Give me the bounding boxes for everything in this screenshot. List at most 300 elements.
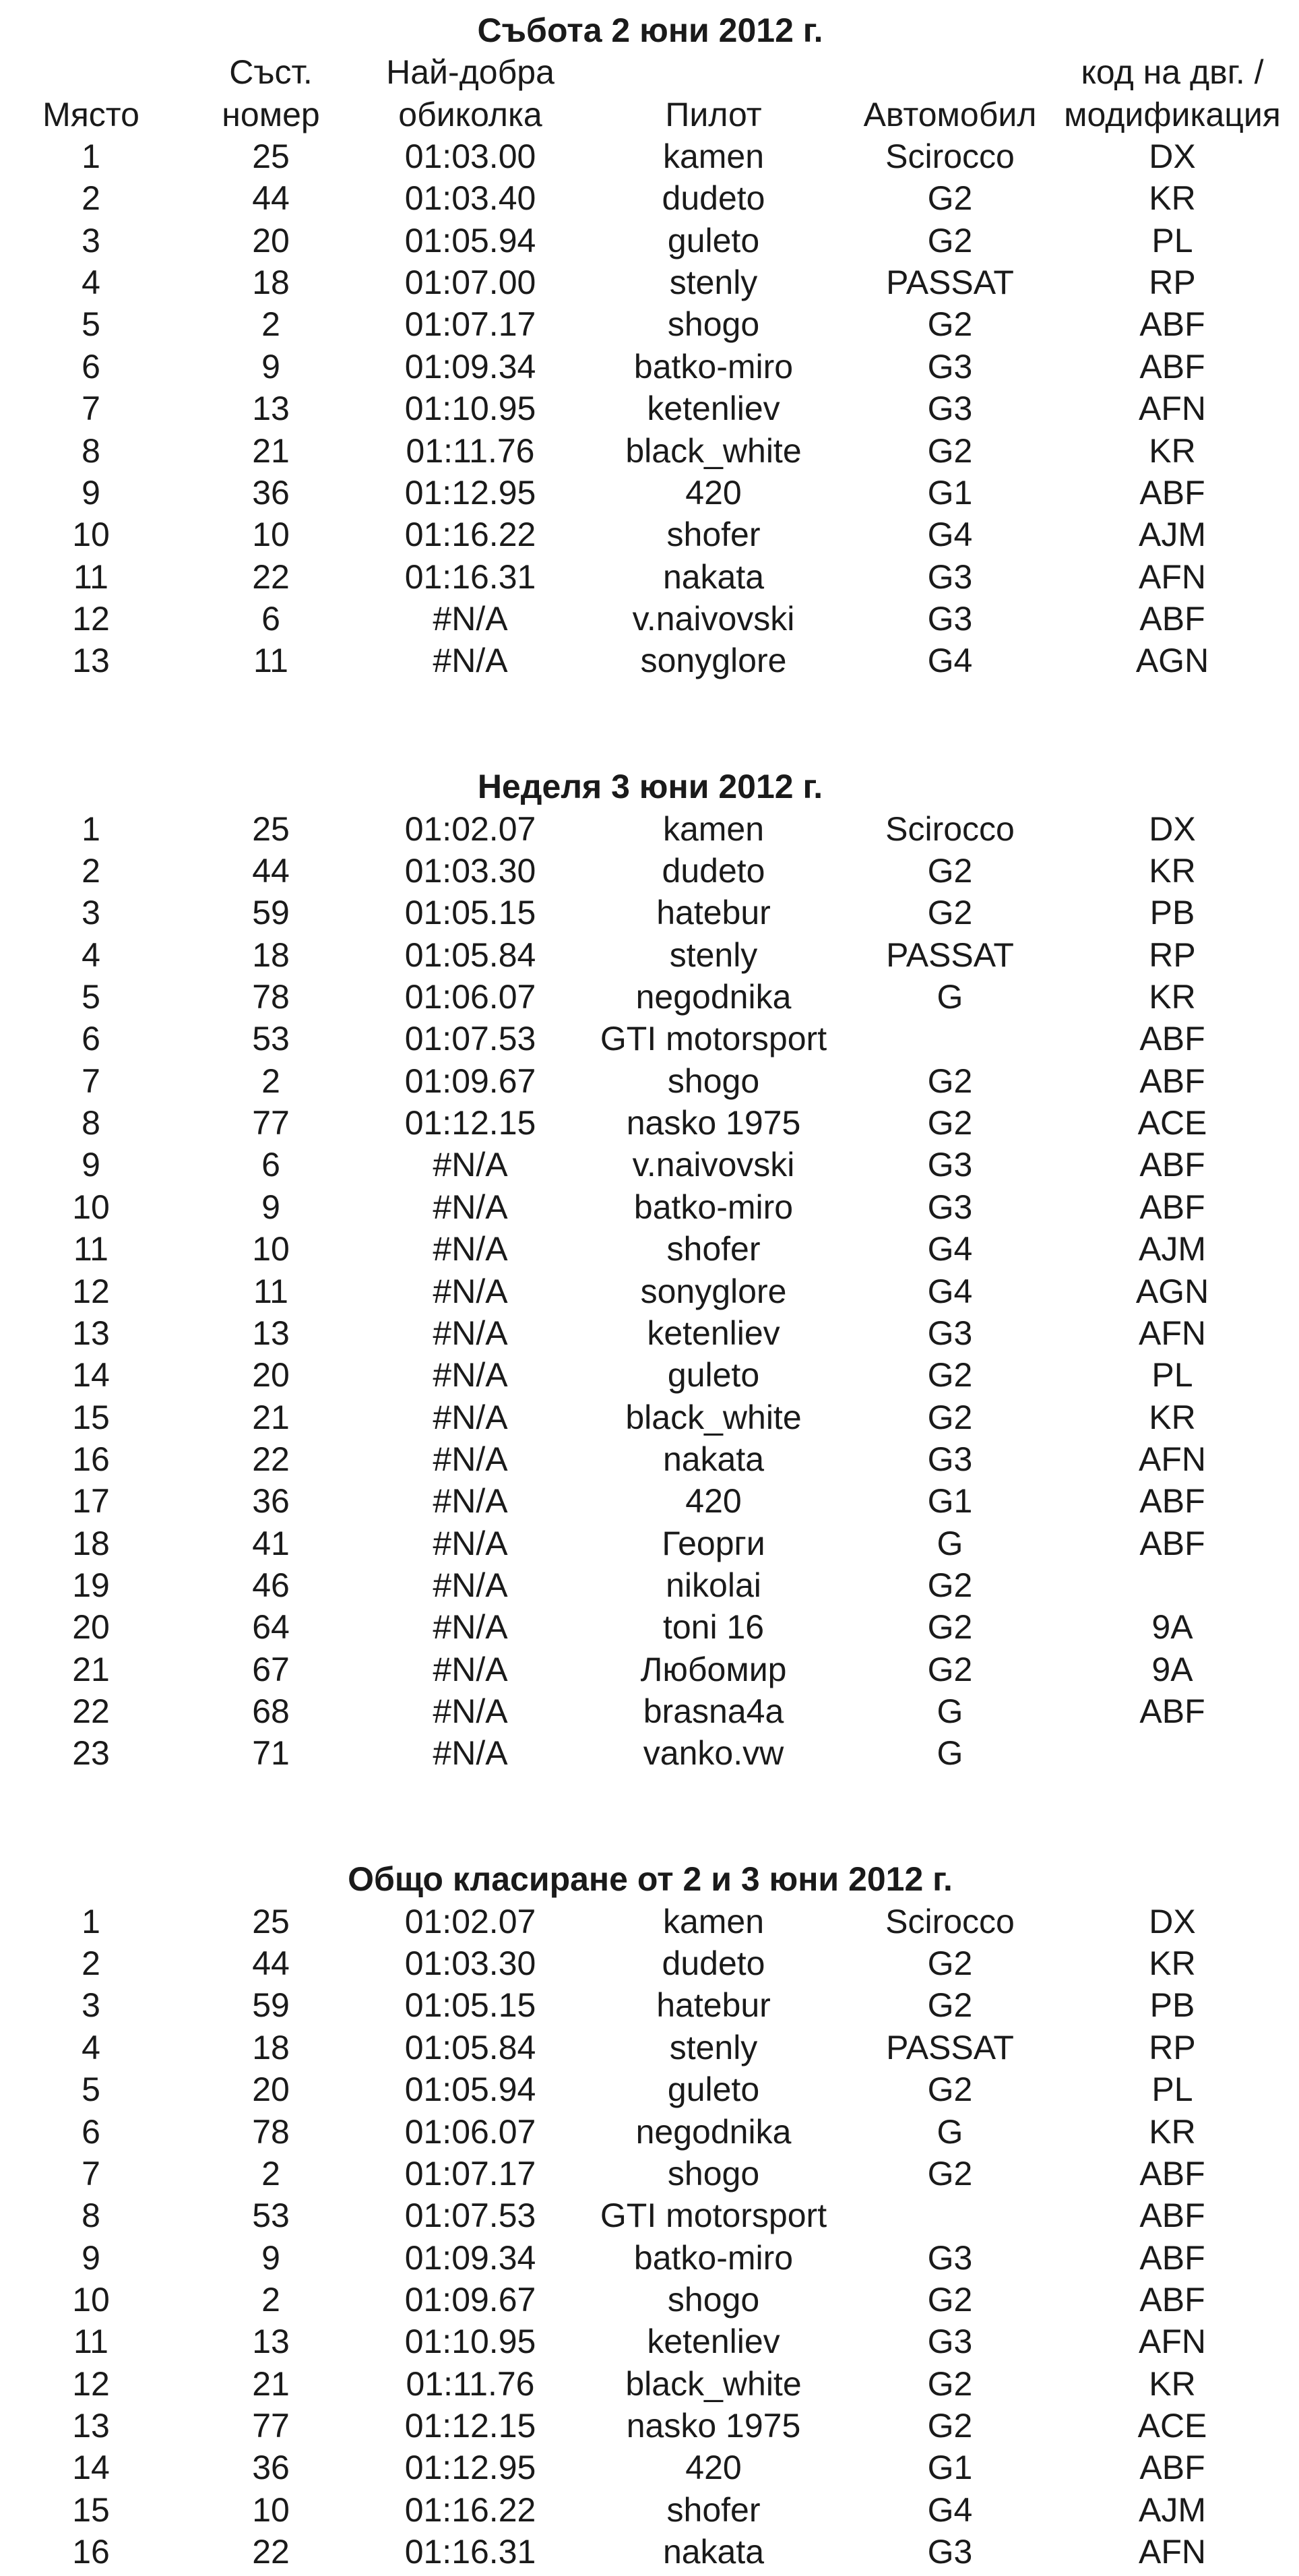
engine-code: ABF xyxy=(1139,1062,1205,1100)
table-row xyxy=(0,1397,1299,1438)
start-number: 11 xyxy=(253,1272,288,1310)
engine-code: 9A xyxy=(1151,1651,1193,1688)
place: 3 xyxy=(82,894,100,931)
table-row xyxy=(0,1228,1299,1270)
engine-code: KR xyxy=(1149,179,1196,217)
car: G3 xyxy=(927,558,973,596)
table-row xyxy=(0,850,1299,892)
place: 19 xyxy=(72,1566,110,1604)
pilot: shofer xyxy=(666,1230,761,1268)
best-lap: 01:03.30 xyxy=(404,852,536,890)
start-number: 36 xyxy=(252,2449,290,2486)
best-lap: #N/A xyxy=(433,1651,508,1688)
start-number: 77 xyxy=(252,2407,290,2445)
engine-code: AFN xyxy=(1139,390,1206,427)
table-row xyxy=(0,346,1299,388)
place: 18 xyxy=(72,1525,110,1562)
place: 1 xyxy=(82,137,100,175)
start-number: 44 xyxy=(252,1944,290,1982)
place: 6 xyxy=(82,348,100,386)
engine-code: PB xyxy=(1149,894,1195,931)
engine-code: 9A xyxy=(1151,1608,1193,1646)
engine-code: PL xyxy=(1151,1356,1193,1394)
best-lap: 01:05.94 xyxy=(404,2071,536,2108)
place: 3 xyxy=(82,1986,100,2024)
start-number: 10 xyxy=(252,2491,290,2529)
best-lap: 01:16.22 xyxy=(404,516,536,553)
start-number: 36 xyxy=(252,474,290,512)
place: 9 xyxy=(82,2239,100,2277)
place: 9 xyxy=(82,1146,100,1184)
pilot: nasko 1975 xyxy=(626,1104,801,1142)
start-number: 64 xyxy=(252,1608,290,1646)
place: 2 xyxy=(82,1944,100,1982)
start-number: 9 xyxy=(261,348,280,386)
place: 10 xyxy=(72,2281,110,2319)
table-row xyxy=(0,1354,1299,1396)
engine-code: RP xyxy=(1149,2029,1196,2066)
table-row xyxy=(0,2153,1299,2195)
place: 6 xyxy=(82,2113,100,2151)
table-row xyxy=(0,1060,1299,1102)
car: G2 xyxy=(927,1062,973,1100)
pilot: sonyglore xyxy=(640,642,787,679)
best-lap: #N/A xyxy=(433,1272,508,1310)
table-row xyxy=(0,1480,1299,1522)
place: 13 xyxy=(72,2407,110,2445)
pilot: negodnika xyxy=(635,2113,792,2151)
start-number: 13 xyxy=(252,390,290,427)
pilot: Георги xyxy=(662,1525,765,1562)
table-row xyxy=(0,2237,1299,2279)
pilot: 420 xyxy=(685,1482,742,1520)
start-number: 71 xyxy=(252,1734,290,1772)
best-lap: 01:12.15 xyxy=(404,1104,536,1142)
pilot: v.naivovski xyxy=(632,600,795,638)
car: PASSAT xyxy=(886,264,1014,301)
table-row xyxy=(0,430,1299,472)
car: G2 xyxy=(927,179,973,217)
place: 10 xyxy=(72,516,110,553)
best-lap: #N/A xyxy=(433,1608,508,1646)
engine-code: ABF xyxy=(1139,1188,1205,1226)
pilot: 420 xyxy=(685,2449,742,2486)
engine-code: AFN xyxy=(1139,2533,1206,2571)
engine-code: RP xyxy=(1149,936,1196,974)
best-lap: 01:09.34 xyxy=(404,2239,536,2277)
engine-code: PB xyxy=(1149,1986,1195,2024)
car: G2 xyxy=(927,894,973,931)
place: 16 xyxy=(72,1440,110,1478)
car: G3 xyxy=(927,600,973,638)
car: G2 xyxy=(927,1651,973,1688)
engine-code: ABF xyxy=(1139,600,1205,638)
best-lap: 01:11.76 xyxy=(406,432,535,470)
best-lap: #N/A xyxy=(433,1314,508,1352)
place: 4 xyxy=(82,936,100,974)
table-row xyxy=(0,2531,1299,2573)
car: G4 xyxy=(927,642,973,679)
car: G3 xyxy=(927,1440,973,1478)
pilot: dudeto xyxy=(662,179,765,217)
pilot: vanko.vw xyxy=(643,1734,784,1772)
engine-code: KR xyxy=(1149,852,1196,890)
place: 12 xyxy=(72,2365,110,2403)
car: G2 xyxy=(927,1399,973,1436)
pilot: guleto xyxy=(667,222,760,259)
best-lap: #N/A xyxy=(433,642,508,679)
column-header-line-1 xyxy=(0,51,1299,93)
pilot: v.naivovski xyxy=(632,1146,795,1184)
table-row xyxy=(0,2279,1299,2321)
car: G2 xyxy=(927,2407,973,2445)
pilot: black_white xyxy=(625,2365,802,2403)
engine-code: RP xyxy=(1149,264,1196,301)
table-row xyxy=(0,808,1299,850)
engine-code: AJM xyxy=(1139,1230,1206,1268)
pilot: dudeto xyxy=(662,1944,765,1982)
table-row xyxy=(0,2489,1299,2531)
car: G2 xyxy=(927,852,973,890)
place: 15 xyxy=(72,1399,110,1436)
place: 14 xyxy=(72,2449,110,2486)
section-title xyxy=(0,766,1299,807)
table-row xyxy=(0,934,1299,976)
pilot: kamen xyxy=(662,137,765,175)
engine-code: DX xyxy=(1149,137,1196,175)
best-lap: 01:09.34 xyxy=(404,348,536,386)
car: G xyxy=(937,1734,963,1772)
car: G xyxy=(937,1692,963,1730)
pilot: shogo xyxy=(667,2155,760,2192)
table-row xyxy=(0,1690,1299,1732)
start-number: 2 xyxy=(261,305,280,343)
engine-code: ABF xyxy=(1139,1482,1205,1520)
table-row xyxy=(0,2068,1299,2110)
start-number: 2 xyxy=(261,2281,280,2319)
start-number: 53 xyxy=(252,1020,290,1057)
engine-code: AFN xyxy=(1139,1440,1206,1478)
table-row xyxy=(0,976,1299,1018)
engine-code: PL xyxy=(1151,222,1193,259)
engine-code: ABF xyxy=(1139,1146,1205,1184)
start-number: 13 xyxy=(252,1314,290,1352)
pilot: nikolai xyxy=(666,1566,761,1604)
table-row xyxy=(0,1438,1299,1480)
place: 2 xyxy=(82,852,100,890)
engine-code: ABF xyxy=(1139,474,1205,512)
place: 16 xyxy=(72,2533,110,2571)
place: 1 xyxy=(82,1903,100,1940)
engine-code: ABF xyxy=(1139,2197,1205,2234)
table-row xyxy=(0,220,1299,262)
best-lap: #N/A xyxy=(433,1566,508,1604)
table-row xyxy=(0,1649,1299,1690)
engine-code: AFN xyxy=(1139,2323,1206,2360)
engine-code: PL xyxy=(1151,2071,1193,2108)
car: G2 xyxy=(927,432,973,470)
pilot: shogo xyxy=(667,2281,760,2319)
place: 10 xyxy=(72,1188,110,1226)
pilot: black_white xyxy=(625,1399,802,1436)
best-lap: 01:05.84 xyxy=(404,2029,536,2066)
start-number: 2 xyxy=(261,2155,280,2192)
place: 5 xyxy=(82,2071,100,2108)
car: G4 xyxy=(927,2491,973,2529)
place: 8 xyxy=(82,1104,100,1142)
place: 11 xyxy=(73,558,108,596)
table-row xyxy=(0,2363,1299,2405)
pilot: hatebur xyxy=(656,894,771,931)
place: 11 xyxy=(73,2323,108,2360)
start-number: 36 xyxy=(252,1482,290,1520)
start-number: 9 xyxy=(261,2239,280,2277)
section-title-text: Общо класиране от 2 и 3 юни 2012 г. xyxy=(348,1860,953,1898)
car: G3 xyxy=(927,1314,973,1352)
start-number: 68 xyxy=(252,1692,290,1730)
best-lap: 01:07.00 xyxy=(404,264,536,301)
pilot: ketenliev xyxy=(647,1314,780,1352)
place: 22 xyxy=(72,1692,110,1730)
section-title-text: Събота 2 юни 2012 г. xyxy=(477,11,823,49)
car: G3 xyxy=(927,2239,973,2277)
pilot: black_white xyxy=(625,432,802,470)
pilot: nasko 1975 xyxy=(626,2407,801,2445)
table-row xyxy=(0,1564,1299,1606)
table-row xyxy=(0,1270,1299,1312)
start-number: 22 xyxy=(252,2533,290,2571)
engine-code: KR xyxy=(1149,978,1196,1016)
table-row xyxy=(0,1606,1299,1648)
place: 21 xyxy=(72,1651,110,1688)
place: 8 xyxy=(82,432,100,470)
header-engine-code: код на двг. / xyxy=(1081,53,1264,91)
car: G2 xyxy=(927,2281,973,2319)
best-lap: 01:07.17 xyxy=(404,305,536,343)
car: G xyxy=(937,2113,963,2151)
table-row xyxy=(0,1942,1299,1984)
pilot: stenly xyxy=(669,936,758,974)
pilot: brasna4a xyxy=(643,1692,784,1730)
engine-code: ABF xyxy=(1139,2239,1205,2277)
place: 3 xyxy=(82,222,100,259)
table-row xyxy=(0,2111,1299,2153)
header-best-lap: Най-добра xyxy=(386,53,555,91)
pilot: kamen xyxy=(662,1903,765,1940)
place: 13 xyxy=(72,642,110,679)
car: G3 xyxy=(927,348,973,386)
best-lap: 01:07.17 xyxy=(404,2155,536,2192)
car: G2 xyxy=(927,305,973,343)
start-number: 77 xyxy=(252,1104,290,1142)
pilot: ketenliev xyxy=(647,2323,780,2360)
start-number: 78 xyxy=(252,2113,290,2151)
start-number: 21 xyxy=(252,432,290,470)
table-row xyxy=(0,1732,1299,1774)
best-lap: 01:06.07 xyxy=(404,2113,536,2151)
start-number: 25 xyxy=(252,810,290,848)
best-lap: #N/A xyxy=(433,1734,508,1772)
best-lap: 01:05.94 xyxy=(404,222,536,259)
place: 7 xyxy=(82,2155,100,2192)
start-number: 22 xyxy=(252,558,290,596)
start-number: 44 xyxy=(252,852,290,890)
car: PASSAT xyxy=(886,936,1014,974)
best-lap: 01:16.31 xyxy=(404,2533,536,2571)
pilot: dudeto xyxy=(662,852,765,890)
car: G xyxy=(937,1525,963,1562)
engine-code: AJM xyxy=(1139,2491,1206,2529)
place: 1 xyxy=(82,810,100,848)
table-row xyxy=(0,1144,1299,1186)
car: G2 xyxy=(927,2365,973,2403)
car: G2 xyxy=(927,1608,973,1646)
start-number: 6 xyxy=(261,600,280,638)
place: 13 xyxy=(72,1314,110,1352)
header-start-number: Съст. xyxy=(229,53,313,91)
best-lap: 01:05.84 xyxy=(404,936,536,974)
pilot: sonyglore xyxy=(640,1272,787,1310)
table-row xyxy=(0,1186,1299,1228)
engine-code: AFN xyxy=(1139,1314,1206,1352)
table-row xyxy=(0,2195,1299,2236)
start-number: 22 xyxy=(252,1440,290,1478)
table-row xyxy=(0,177,1299,219)
best-lap: 01:07.53 xyxy=(404,1020,536,1057)
engine-code: KR xyxy=(1149,1399,1196,1436)
start-number: 25 xyxy=(252,1903,290,1940)
header-car: Автомобил xyxy=(863,96,1037,133)
best-lap: 01:11.76 xyxy=(406,2365,535,2403)
best-lap: 01:16.31 xyxy=(404,558,536,596)
engine-code: ABF xyxy=(1139,2281,1205,2319)
car: G3 xyxy=(927,1146,973,1184)
table-row xyxy=(0,2447,1299,2488)
engine-code: KR xyxy=(1149,2113,1196,2151)
car: G2 xyxy=(927,1566,973,1604)
pilot: guleto xyxy=(667,1356,760,1394)
header-engine-code: модификация xyxy=(1064,96,1281,133)
car: G3 xyxy=(927,2533,973,2571)
best-lap: 01:12.15 xyxy=(404,2407,536,2445)
best-lap: 01:03.30 xyxy=(404,1944,536,1982)
pilot: guleto xyxy=(667,2071,760,2108)
best-lap: 01:03.40 xyxy=(404,179,536,217)
pilot: GTI motorsport xyxy=(600,2197,827,2234)
section-title-text: Неделя 3 юни 2012 г. xyxy=(477,768,823,805)
car: Scirocco xyxy=(885,137,1015,175)
engine-code: DX xyxy=(1149,810,1196,848)
table-row xyxy=(0,1901,1299,1942)
pilot: hatebur xyxy=(656,1986,771,2024)
car: G2 xyxy=(927,1986,973,2024)
car: G1 xyxy=(927,2449,973,2486)
start-number: 21 xyxy=(252,2365,290,2403)
pilot: Любомир xyxy=(640,1651,787,1688)
engine-code: ABF xyxy=(1139,1525,1205,1562)
pilot: GTI motorsport xyxy=(600,1020,827,1057)
best-lap: 01:05.15 xyxy=(404,1986,536,2024)
place: 5 xyxy=(82,305,100,343)
pilot: stenly xyxy=(669,2029,758,2066)
table-row xyxy=(0,262,1299,303)
car: G2 xyxy=(927,1944,973,1982)
table-row xyxy=(0,388,1299,429)
car: Scirocco xyxy=(885,810,1015,848)
table-row xyxy=(0,1984,1299,2026)
best-lap: 01:10.95 xyxy=(404,2323,536,2360)
header-start-number: номер xyxy=(222,96,320,133)
engine-code: ACE xyxy=(1137,1104,1207,1142)
engine-code: KR xyxy=(1149,1944,1196,1982)
car: Scirocco xyxy=(885,1903,1015,1940)
table-row xyxy=(0,303,1299,345)
start-number: 20 xyxy=(252,2071,290,2108)
table-row xyxy=(0,556,1299,598)
pilot: shofer xyxy=(666,516,761,553)
engine-code: KR xyxy=(1149,2365,1196,2403)
start-number: 18 xyxy=(252,264,290,301)
pilot: shogo xyxy=(667,305,760,343)
car: G2 xyxy=(927,2155,973,2192)
pilot: shogo xyxy=(667,1062,760,1100)
table-row xyxy=(0,514,1299,555)
start-number: 10 xyxy=(252,1230,290,1268)
start-number: 2 xyxy=(261,1062,280,1100)
start-number: 11 xyxy=(253,642,288,679)
place: 4 xyxy=(82,264,100,301)
car: PASSAT xyxy=(886,2029,1014,2066)
pilot: nakata xyxy=(662,1440,765,1478)
car: G3 xyxy=(927,1188,973,1226)
pilot: kamen xyxy=(662,810,765,848)
table-row xyxy=(0,1102,1299,1144)
place: 4 xyxy=(82,2029,100,2066)
place: 11 xyxy=(73,1230,108,1268)
start-number: 18 xyxy=(252,936,290,974)
start-number: 9 xyxy=(261,1188,280,1226)
header-pilot: Пилот xyxy=(665,96,762,133)
start-number: 41 xyxy=(252,1525,290,1562)
best-lap: 01:02.07 xyxy=(404,810,536,848)
place: 8 xyxy=(82,2197,100,2234)
best-lap: #N/A xyxy=(433,1356,508,1394)
engine-code: ABF xyxy=(1139,2155,1205,2192)
start-number: 20 xyxy=(252,222,290,259)
engine-code: ABF xyxy=(1139,305,1205,343)
best-lap: 01:06.07 xyxy=(404,978,536,1016)
pilot: toni 16 xyxy=(662,1608,765,1646)
engine-code: KR xyxy=(1149,432,1196,470)
car: G2 xyxy=(927,1104,973,1142)
start-number: 6 xyxy=(261,1146,280,1184)
start-number: 46 xyxy=(252,1566,290,1604)
place: 12 xyxy=(72,600,110,638)
engine-code: AGN xyxy=(1135,1272,1209,1310)
start-number: 25 xyxy=(252,137,290,175)
pilot: 420 xyxy=(685,474,742,512)
table-row xyxy=(0,472,1299,514)
pilot: negodnika xyxy=(635,978,792,1016)
place: 20 xyxy=(72,1608,110,1646)
car: G4 xyxy=(927,516,973,553)
best-lap: 01:12.95 xyxy=(404,2449,536,2486)
place: 7 xyxy=(82,390,100,427)
start-number: 44 xyxy=(252,179,290,217)
start-number: 59 xyxy=(252,1986,290,2024)
start-number: 10 xyxy=(252,516,290,553)
best-lap: 01:12.95 xyxy=(404,474,536,512)
